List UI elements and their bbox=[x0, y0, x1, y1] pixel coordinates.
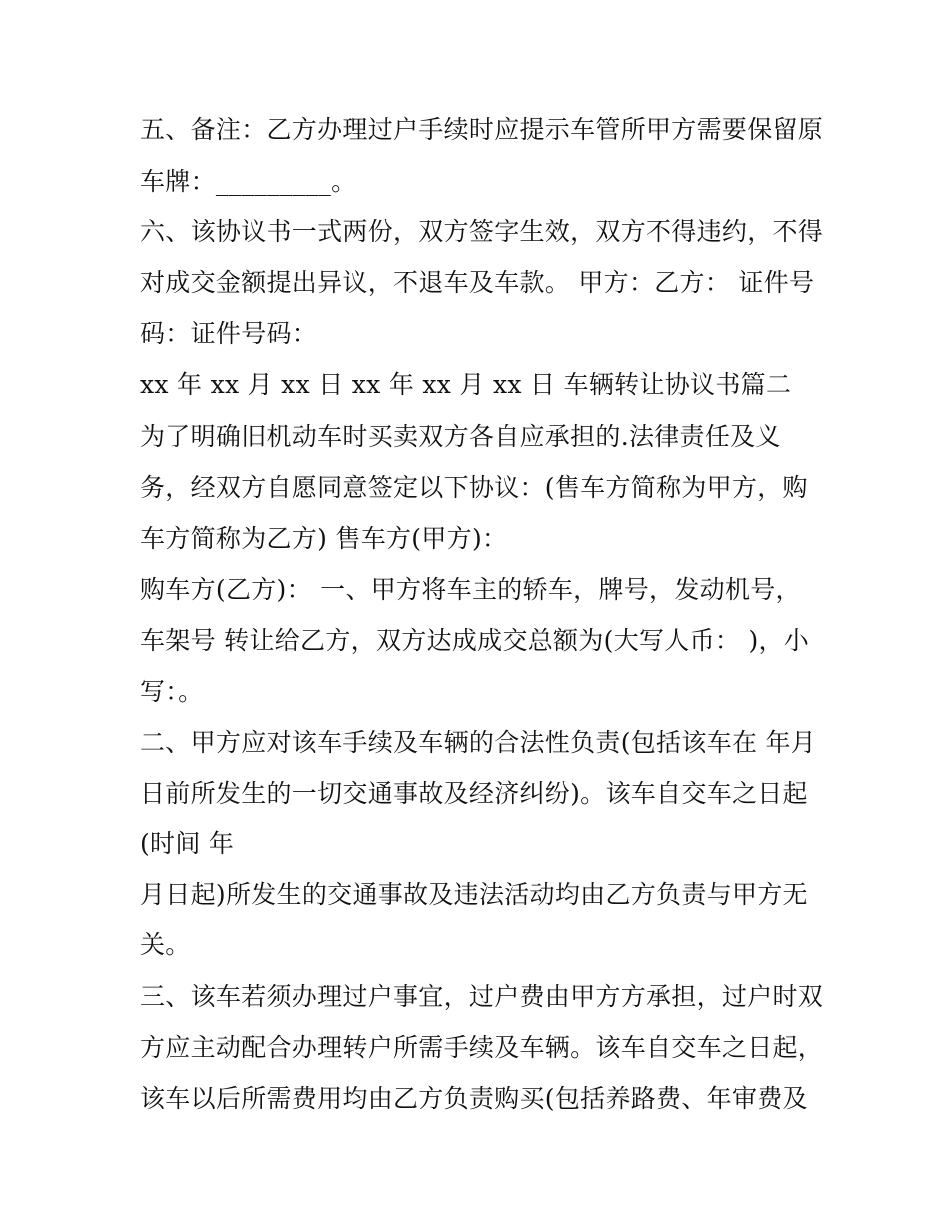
line-clause-3a: 三、该车若须办理过户事宜，过户费由甲方方承担，过户时双 bbox=[140, 982, 824, 1011]
line-clause-2a: 二、甲方应对该车手续及车辆的合法性负责(包括该车在 年月 bbox=[140, 728, 817, 757]
line-clause-2b: 日前所发生的一切交通事故及经济纠纷)。该车自交车之日起 bbox=[140, 779, 808, 808]
line-intro-3: 车方简称为乙方) 售车方(甲方)： bbox=[140, 524, 508, 553]
line-clause-3c: 该车以后所需费用均由乙方负责购买(包括养路费、年审费及 bbox=[140, 1084, 808, 1113]
line-intro-2: 务，经双方自愿同意签定以下协议：(售车方简称为甲方，购 bbox=[140, 473, 808, 502]
line-copies-2: 对成交金额提出异议，不退车及车款。 甲方：乙方： 证件号 bbox=[140, 268, 815, 297]
line-clause-1a: 购车方(乙方)： 一、甲方将车主的轿车，牌号，发动机号， bbox=[140, 575, 801, 604]
line-copies-1: 六、该协议书一式两份，双方签字生效，双方不得违约，不得 bbox=[140, 217, 824, 246]
line-clause-1c: 写：。 bbox=[140, 677, 204, 706]
line-intro-1: 为了明确旧机动车时买卖双方各自应承担的.法律责任及义 bbox=[140, 422, 781, 451]
line-remarks-2: 车牌：_________。 bbox=[140, 167, 357, 196]
line-clause-1b: 车架号 转让给乙方，双方达成成交总额为(大写人币： )，小 bbox=[140, 626, 810, 655]
line-dates-heading: xx 年 xx 月 xx 日 xx 年 xx 月 xx 日 车辆转让协议书篇二 bbox=[140, 370, 792, 399]
line-clause-2e: 关。 bbox=[140, 930, 191, 959]
line-clause-2c: (时间 年 bbox=[140, 829, 235, 858]
line-id-numbers: 码：证件号码： bbox=[140, 319, 318, 348]
line-clause-2d: 月日起)所发生的交通事故及违法活动均由乙方负责与甲方无 bbox=[140, 880, 808, 909]
line-remarks-1: 五、备注：乙方办理过户手续时应提示车管所甲方需要保留原 bbox=[140, 115, 824, 144]
line-clause-3b: 方应主动配合办理转户所需手续及车辆。该车自交车之日起， bbox=[140, 1033, 824, 1062]
